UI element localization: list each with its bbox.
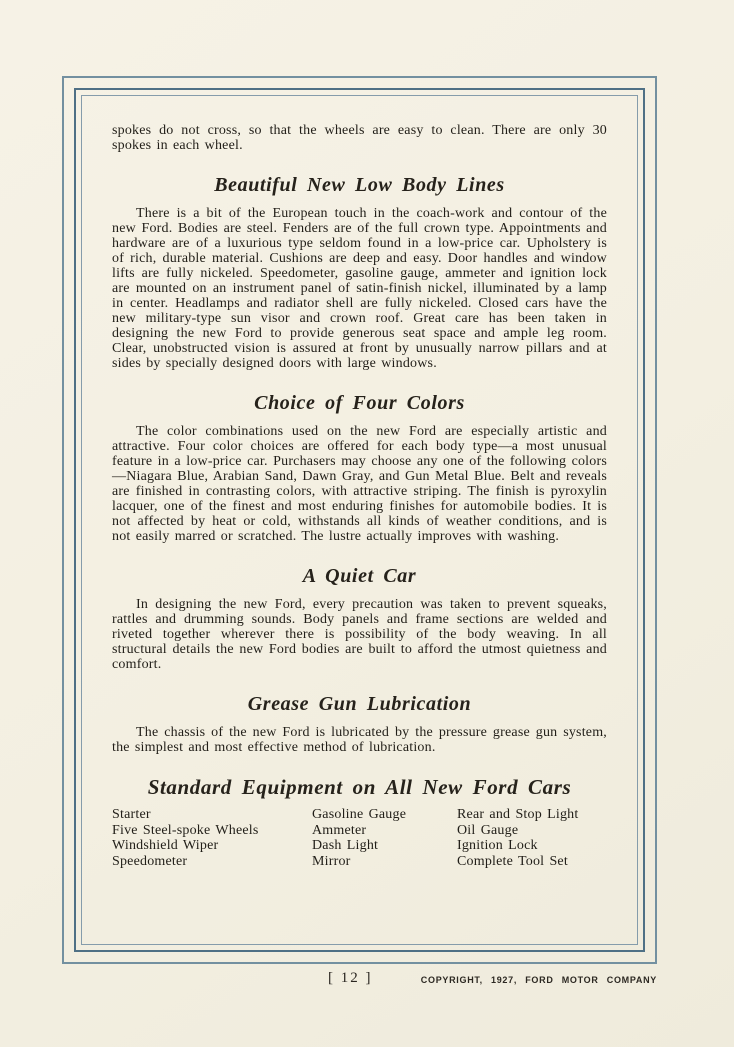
equipment-item: Ignition Lock <box>457 838 538 853</box>
equipment-item: Oil Gauge <box>457 822 519 838</box>
section-heading-body-lines: Beautiful New Low Body Lines <box>214 174 505 196</box>
section-paragraph-lubrication: The chassis of the new Ford is lubricated by the pressure grease gun system, the simplest and most effective method of lubrication. <box>112 725 607 755</box>
equipment-item: Starter <box>112 807 151 822</box>
equipment-item: Ammeter <box>312 822 367 838</box>
equipment-heading: Standard Equipment on All New Ford Cars <box>147 775 572 799</box>
section-heading-colors: Choice of Four Colors <box>254 392 465 414</box>
equipment-column-1 <box>112 807 312 869</box>
equipment-item: Dash Light <box>312 838 379 853</box>
copyright-line: COPYRIGHT, 1927, FORD MOTOR COMPANY <box>420 975 657 985</box>
equipment-item: Rear and Stop Light <box>457 807 579 822</box>
equipment-item: Gasoline Gauge <box>312 807 407 822</box>
middle-border-frame <box>74 88 645 952</box>
equipment-column-2 <box>312 807 457 869</box>
outer-border-frame <box>62 76 657 964</box>
equipment-item: Speedometer <box>112 853 188 869</box>
section-paragraph-body-lines: There is a bit of the European touch in the coach-work and contour of the new Ford. Bodies are steel. Fenders are of the full crown type. Appointments and hardware are of a luxurious type seldom found in a low-price car. Upholstery is of rich, durable material. Cushions are deep and easy. Door handles and window lifts are fully nickeled. Speedometer, gasoline gauge, ammeter and ignition lock are mounted on an instrument panel of satin-finish nickel, illuminated by a lamp in center. Headlamps and radiator shell are fully nickeled. Closed cars have the new military-type sun visor and crown roof. Great care has been taken in designing the new Ford to provide generous seat space and ample leg room. Clear, unobstructed vision is assured at front by unusually narrow pillars and at sides by specially designed doors with large windows. <box>112 206 607 371</box>
equipment-column-3 <box>457 807 607 869</box>
inner-border-frame <box>81 95 638 945</box>
section-paragraph-colors: The color combinations used on the new Ford are especially artistic and attractive. Four color choices are offered for each body type—a most unusual feature in a low-price car. Purchasers may choose any one of the following colors—Niagara Blue, Arabian Sand, Dawn Gray, and Gun Metal Blue. Belt and reveals are finished in contrasting colors, with attractive striping. The finish is pyroxylin lacquer, one of the finest and most enduring finishes for automobile bodies. It is not affected by heat or cold, withstands all kinds of weather conditions, and is not easily marred or scratched. The lustre actually improves with washing. <box>112 424 607 544</box>
intro-paragraph: spokes do not cross, so that the wheels are easy to clean. There are only 30 spokes in each wheel. <box>112 123 607 153</box>
section-heading-quiet-car: A Quiet Car <box>302 565 417 587</box>
section-paragraph-quiet-car: In designing the new Ford, every precaution was taken to prevent squeaks, rattles and drumming sounds. Body panels and frame sections are welded and riveted together wherever there is possibility of the body weaving. In all structural details the new Ford bodies are built to afford the utmost quietness and comfort. <box>112 597 607 672</box>
equipment-item: Five Steel-spoke Wheels <box>112 822 259 838</box>
page-content <box>82 96 637 944</box>
equipment-item: Mirror <box>312 853 351 869</box>
page-number: [ 12 ] <box>328 970 373 986</box>
section-heading-lubrication: Grease Gun Lubrication <box>247 693 472 715</box>
equipment-list <box>112 807 607 869</box>
equipment-item: Windshield Wiper <box>112 838 219 853</box>
equipment-item: Complete Tool Set <box>457 853 568 869</box>
